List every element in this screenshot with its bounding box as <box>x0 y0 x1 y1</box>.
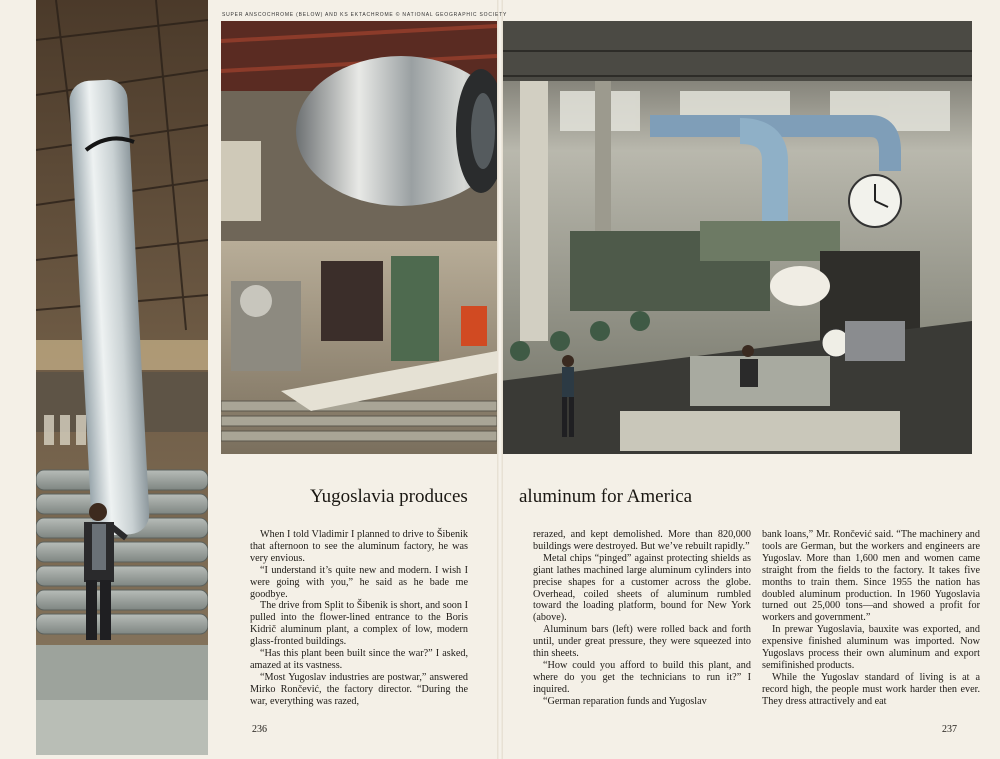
page-gutter <box>497 0 503 759</box>
paragraph: “I understand it’s quite new and modern. I wish I were going with you,” he said as he bade me goodbye. <box>250 564 468 600</box>
paragraph: The drive from Split to Šibenik is short, and soon I pulled into the flower-lined entrance to the Boris Kidrič aluminum plant, a complex of low, modern glass-fronted buildings. <box>250 600 468 648</box>
paragraph: While the Yugoslav standard of living is at a record high, the people must work harder then ever. They dress attractively and eat <box>762 671 980 707</box>
photo-aluminum-bar-worker <box>36 0 208 755</box>
headline-left: Yugoslavia produces <box>310 486 468 507</box>
photo-aluminum-coil-loading <box>221 21 497 454</box>
photo-rolling-mill-control <box>500 21 972 454</box>
text-column-3 <box>762 529 980 708</box>
paragraph: “German reparation funds and Yugoslav <box>543 695 707 707</box>
page-number-right: 237 <box>942 724 957 735</box>
paragraph: “Most Yugoslav industries are postwar,” answered Mirko Rončević, the factory director. “During the war, everything was razed, <box>250 671 468 707</box>
paragraph: In prewar Yugoslavia, bauxite was exported, and expensive finished aluminum was imported. Now Yugoslavs process their own aluminum and export semifinished products. <box>762 624 980 671</box>
paragraph: rerazed, and kept demolished. More than 820,000 buildings were destroyed. But we’ve rebuilt rapidly.” <box>533 529 751 552</box>
paragraph: bank loans,” Mr. Rončević said. “The machinery and tools are German, but the workers and engineers are Yugoslav. More than 1,600 men and women came straight from the fields to the factory. It takes five months to train them. Since 1955 the nation has doubled aluminum production. In 1960 Yugoslavia turned out 25,000 tons—and showed a profit for workers and government.” <box>762 529 980 624</box>
paragraph: Metal chips “pinged” against protecting shields as giant lathes machined large aluminum cylinders into precise shapes for a customer across the globe. Overhead, coiled sheets of aluminum rumbled toward the loading platform, bound for New York (above). <box>533 552 751 624</box>
page-number-left: 236 <box>252 724 267 735</box>
text-column-1 <box>250 529 468 708</box>
text-column-2 <box>533 529 751 708</box>
headline-right: aluminum for America <box>519 486 693 507</box>
photo-credit: SUPER ANSCOCHROME (BELOW) AND KS EKTACHROME © NATIONAL GEOGRAPHIC SOCIETY <box>222 12 508 18</box>
paragraph: When I told Vladimir I planned to drive to Šibenik that afternoon to see the aluminum factory, he was very envious. <box>250 529 468 564</box>
paragraph: Aluminum bars (left) were rolled back and forth until, under great pressure, they were squeezed into thin sheets. <box>533 624 751 660</box>
paragraph: “Has this plant been built since the war?” I asked, amazed at its vastness. <box>250 648 468 671</box>
paragraph: “How could you afford to build this plant, and where do you get the technicians to run it?” I inquired. <box>533 659 751 695</box>
